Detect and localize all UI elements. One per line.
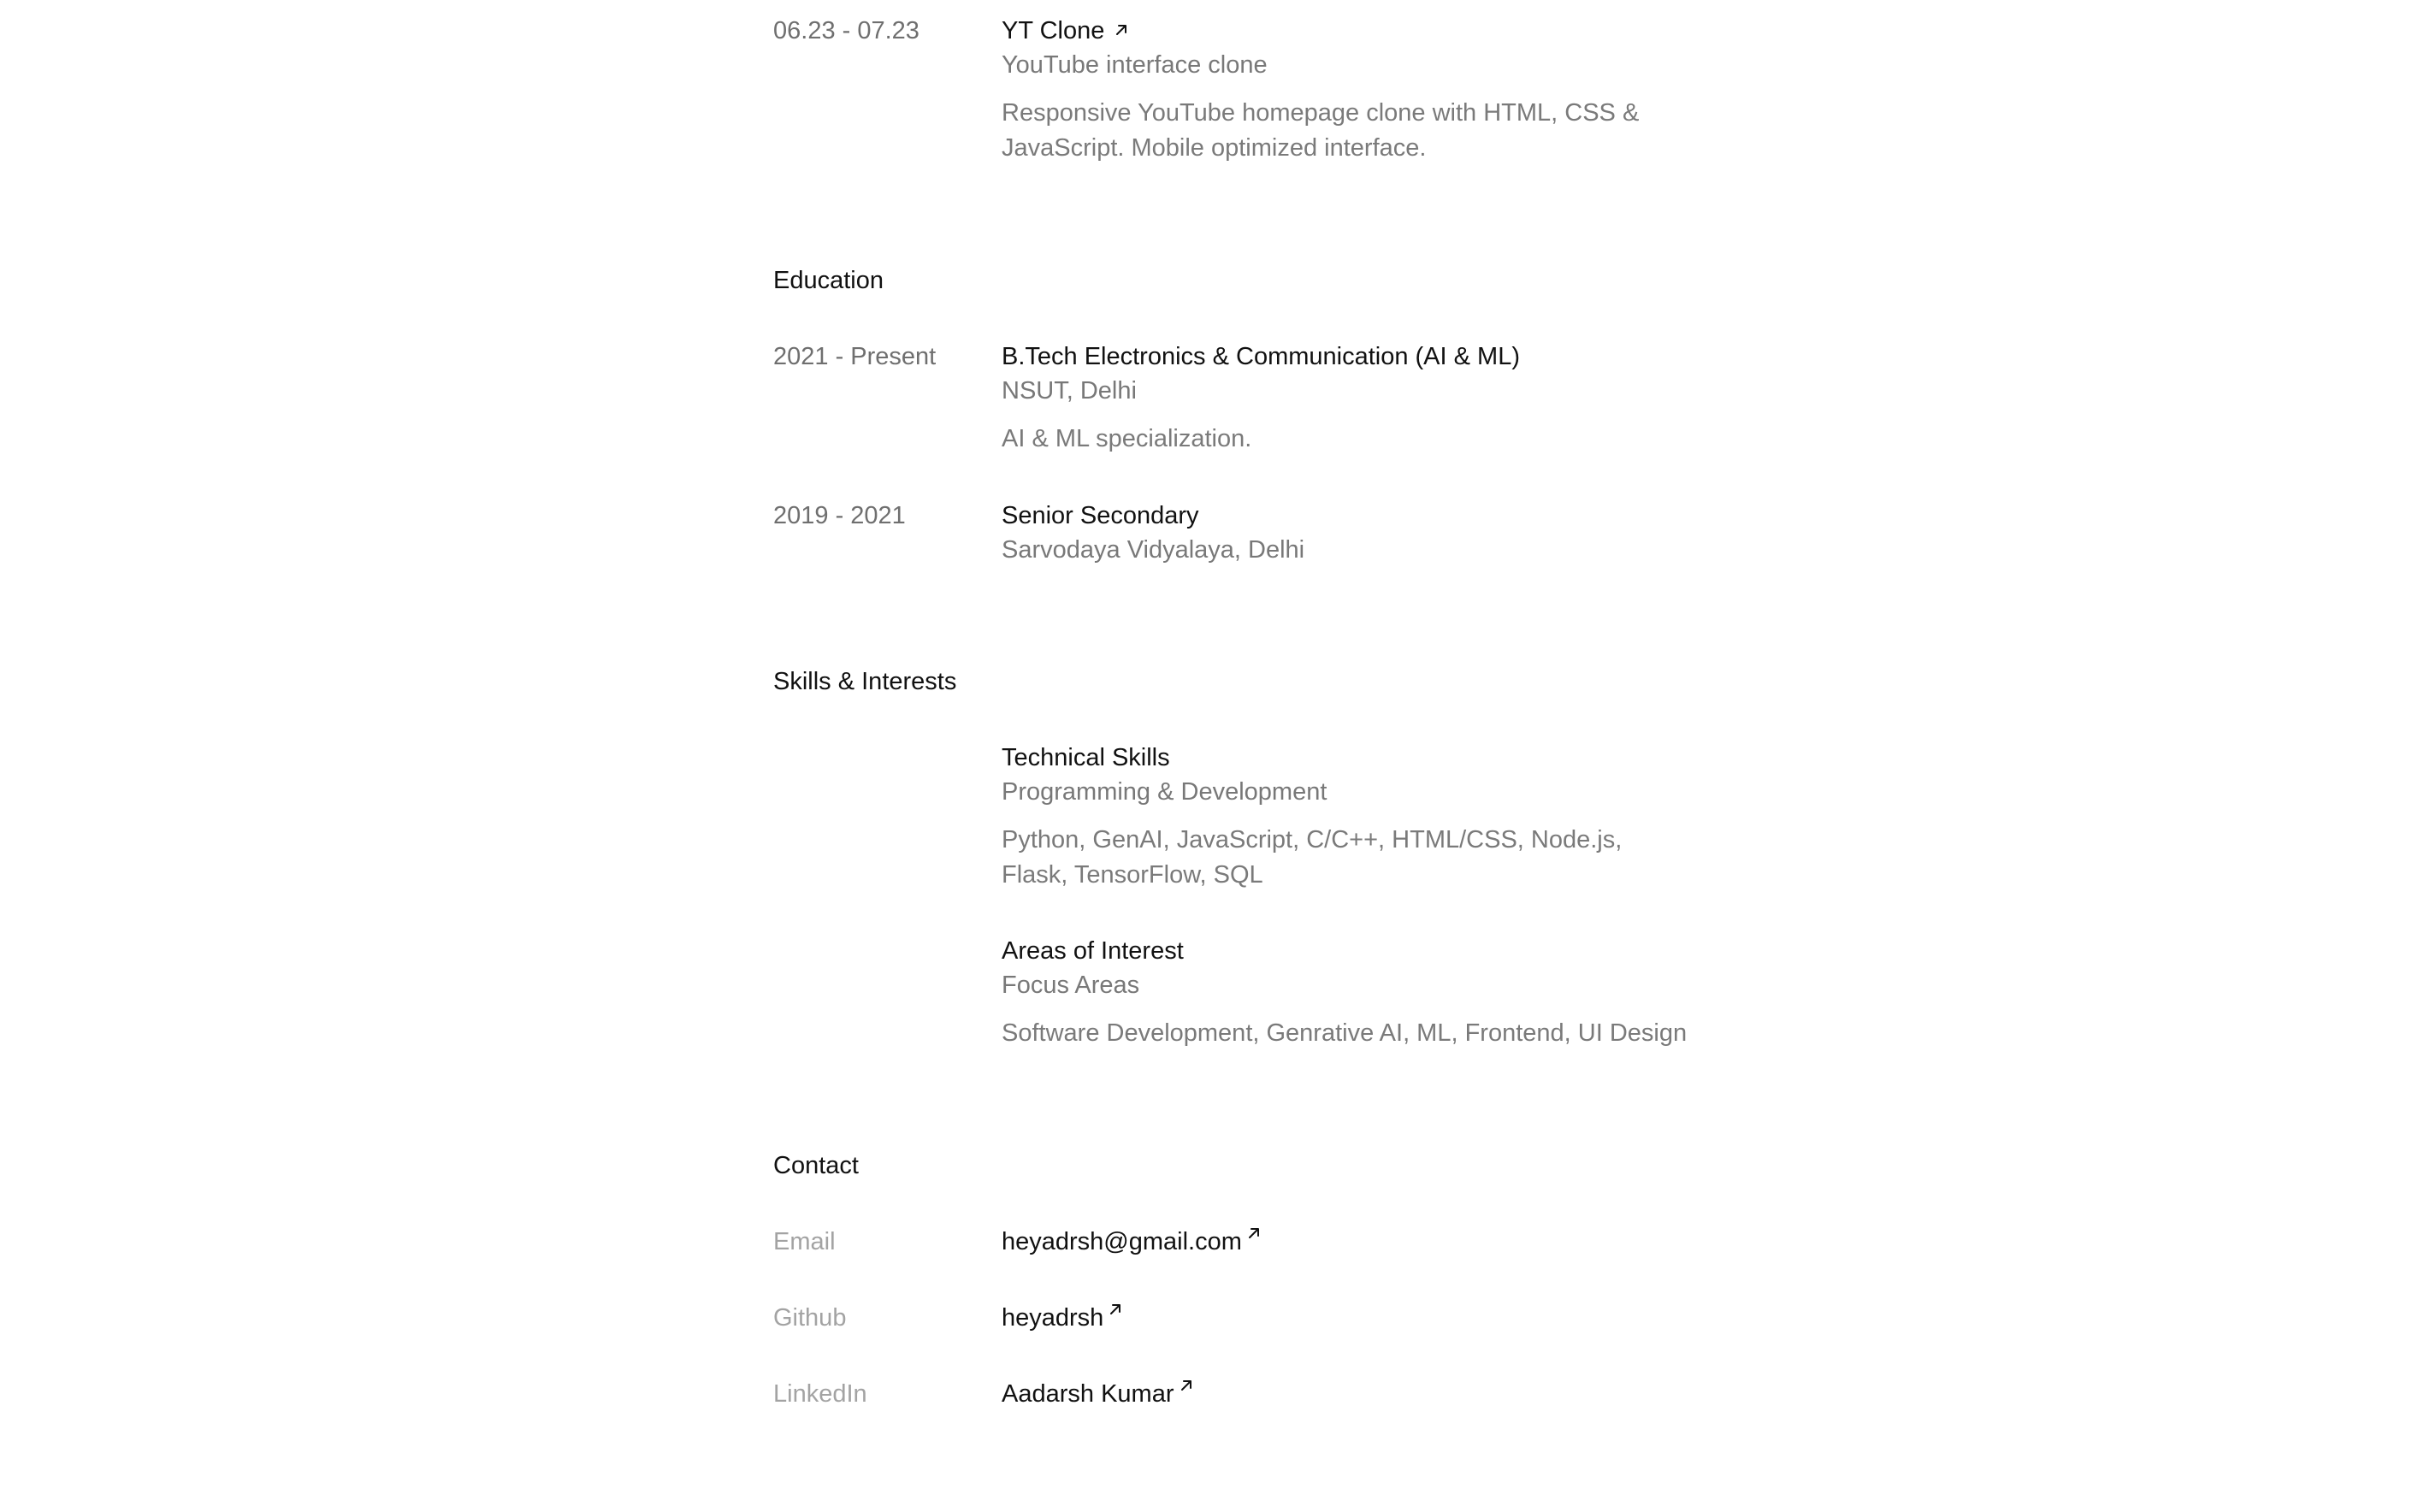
education-institution: Sarvodaya Vidyalaya, Delhi — [1002, 536, 1305, 564]
education-details — [1002, 499, 1686, 567]
education-date: 2021 - Present — [773, 343, 937, 370]
project-subtitle: YouTube interface clone — [1002, 51, 1268, 79]
education-date: 2019 - 2021 — [773, 502, 906, 529]
linkedin-value[interactable]: Aadarsh Kumar — [1002, 1380, 1174, 1408]
project-description: Responsive YouTube homepage clone with HTML, CSS & JavaScript. Mobile optimized interface. — [1002, 99, 1640, 162]
github-link[interactable] — [1002, 1301, 1686, 1335]
github-value[interactable]: heyadrsh — [1002, 1304, 1104, 1332]
email-link[interactable] — [1002, 1225, 1686, 1259]
contact-label: LinkedIn — [773, 1380, 867, 1408]
skills-heading: Skills & Interests — [773, 668, 957, 695]
education-description: AI & ML specialization. — [1002, 425, 1252, 452]
skills-title: Technical Skills — [1002, 744, 1170, 771]
arrow-up-right-icon[interactable] — [1178, 1377, 1195, 1394]
linkedin-link[interactable] — [1002, 1377, 1686, 1411]
skills-details — [1002, 741, 1686, 893]
contact-label: Email — [773, 1228, 836, 1255]
skills-subtitle: Programming & Development — [1002, 778, 1327, 806]
skills-subtitle: Focus Areas — [1002, 972, 1140, 999]
contact-value-wrap — [1002, 1225, 1686, 1259]
arrow-up-right-icon[interactable] — [1107, 1301, 1124, 1318]
contact-heading: Contact — [773, 1152, 859, 1179]
project-title-link[interactable] — [1002, 14, 1686, 48]
contact-value-wrap — [1002, 1301, 1686, 1335]
education-title: B.Tech Electronics & Communication (AI & ML) — [1002, 343, 1520, 370]
project-date: 06.23 - 07.23 — [773, 17, 919, 44]
skills-title: Areas of Interest — [1002, 937, 1184, 965]
education-title: Senior Secondary — [1002, 502, 1199, 529]
contact-label: Github — [773, 1304, 847, 1332]
skills-description: Python, GenAI, JavaScript, C/C++, HTML/CSS, Node.js, Flask, TensorFlow, SQL — [1002, 826, 1623, 889]
education-institution: NSUT, Delhi — [1002, 377, 1137, 405]
skills-details — [1002, 934, 1686, 1051]
email-value[interactable]: heyadrsh@gmail.com — [1002, 1228, 1242, 1255]
education-heading: Education — [773, 267, 884, 294]
education-details — [1002, 340, 1686, 457]
project-details — [1002, 14, 1686, 166]
arrow-up-right-icon[interactable] — [1113, 21, 1130, 38]
project-title[interactable]: YT Clone — [1002, 17, 1105, 44]
contact-value-wrap — [1002, 1377, 1686, 1411]
skills-description: Software Development, Genrative AI, ML, Frontend, UI Design — [1002, 1019, 1688, 1047]
arrow-up-right-icon[interactable] — [1245, 1225, 1262, 1242]
